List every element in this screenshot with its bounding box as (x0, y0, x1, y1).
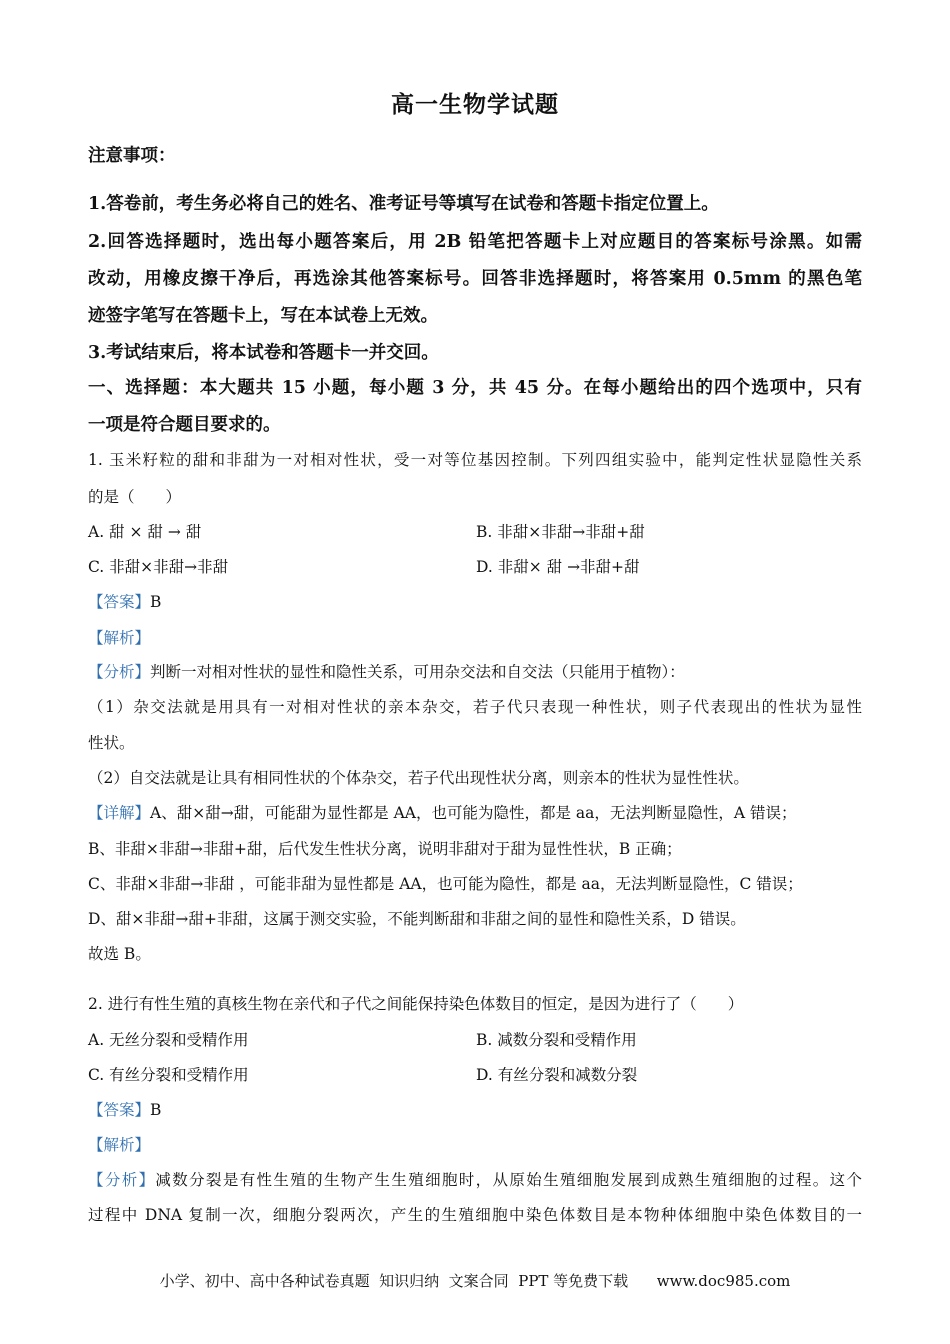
fenxi-tag: 【分析】 (88, 663, 151, 681)
detail-tag: 【详解】 (88, 804, 151, 822)
notice-item: 迹签字笔写在答题卡上，写在本试卷上无效。 (88, 306, 438, 326)
analysis-line: 【分析】减数分裂是有性生殖的生物产生生殖细胞时，从原始生殖细胞发展到成熟生殖细胞的过程。这个 (88, 1171, 862, 1189)
notice-item: 3.考试结束后，将本试卷和答题卡一并交回。 (88, 343, 439, 363)
answer-tag: 【答案】 (88, 593, 151, 611)
answer-tag: 【答案】 (88, 1101, 151, 1119)
option-c: C. 有丝分裂和受精作用 (88, 1066, 249, 1084)
notice-item: 1.答卷前，考生务必将自己的姓名、准考证号等填写在试卷和答题卡指定位置上。 (88, 194, 719, 214)
analysis-line: （1）杂交法就是用具有一对相对性状的亲本杂交，若子代只表现一种性状，则子代表现出的性状为显性 (88, 698, 862, 716)
question-stem: 2. 进行有性生殖的真核生物在亲代和子代之间能保持染色体数目的恒定，是因为进行了（ ） (88, 995, 744, 1013)
section-heading: 一项是符合题目要求的。 (88, 415, 281, 435)
detail-line: D、甜×非甜→甜+非甜，这属于测交实验，不能判断甜和非甜之间的显性和隐性关系，D 错误。 (88, 910, 746, 928)
answer-line (88, 1098, 161, 1120)
analysis-line: 【分析】判断一对相对性状的显性和隐性关系，可用杂交法和自交法（只能用于植物）： (88, 663, 685, 681)
conclusion: 故选 B。 (88, 945, 151, 963)
option-b: B. 减数分裂和受精作用 (476, 1031, 637, 1049)
page-footer: 小学、初中、高中各种试卷真题 知识归纳 文案合同 PPT 等免费下载 www.doc985.com (159, 1272, 791, 1290)
detail-line: 【详解】A、甜×甜→甜，可能甜为显性都是 AA，也可能为隐性，都是 aa，无法判断显隐性，A 错误； (88, 804, 797, 822)
detail-line: C、非甜×非甜→非甜 ，可能非甜为显性都是 AA，也可能为隐性，都是 aa，无法判断显隐性，C 错误； (88, 875, 803, 893)
analysis-line: 过程中 DNA 复制一次，细胞分裂两次，产生的生殖细胞中染色体数目是本物种体细胞中染色体数目的一 (88, 1206, 862, 1224)
analysis-tag: 【解析】 (88, 629, 151, 647)
option-b: B. 非甜×非甜→非甜+甜 (476, 523, 645, 541)
option-a: A. 甜 × 甜 → 甜 (88, 523, 202, 541)
analysis-line: （2）自交法就是让具有相同性状的个体杂交，若子代出现性状分离，则亲本的性状为显性性状。 (88, 769, 749, 787)
section-heading: 一、选择题：本大题共 15 小题，每小题 3 分，共 45 分。在每小题给出的四个选项中，只有 (88, 378, 862, 398)
answer-value: B (150, 1101, 162, 1119)
notice-item: 改动，用橡皮擦干净后，再选涂其他答案标号。回答非选择题时，将答案用 0.5mm 的黑色笔 (88, 269, 862, 289)
option-d: D. 非甜× 甜 →非甜+甜 (476, 558, 640, 576)
option-d: D. 有丝分裂和减数分裂 (476, 1066, 638, 1084)
fenxi-tag: 【分析】 (88, 1171, 156, 1189)
detail-line: B、非甜×非甜→非甜+甜，后代发生性状分离，说明非甜对于甜为显性性状，B 正确； (88, 840, 682, 858)
notice-item: 2.回答选择题时，选出每小题答案后，用 2B 铅笔把答题卡上对应题目的答案标号涂黑。如需 (88, 232, 862, 252)
question-stem: 1. 玉米籽粒的甜和非甜为一对相对性状，受一对等位基因控制。下列四组实验中，能判定性状显隐性关系 (88, 451, 862, 469)
page-title: 高一生物学试题 (391, 91, 559, 118)
option-a: A. 无丝分裂和受精作用 (88, 1031, 249, 1049)
notice-heading: 注意事项： (88, 146, 176, 166)
analysis-tag: 【解析】 (88, 1136, 151, 1154)
analysis-line: 性状。 (88, 734, 135, 752)
question-stem: 的是（ ） (88, 488, 182, 506)
answer-value: B (150, 593, 162, 611)
answer-line (88, 590, 161, 612)
option-c: C. 非甜×非甜→非甜 (88, 558, 229, 576)
